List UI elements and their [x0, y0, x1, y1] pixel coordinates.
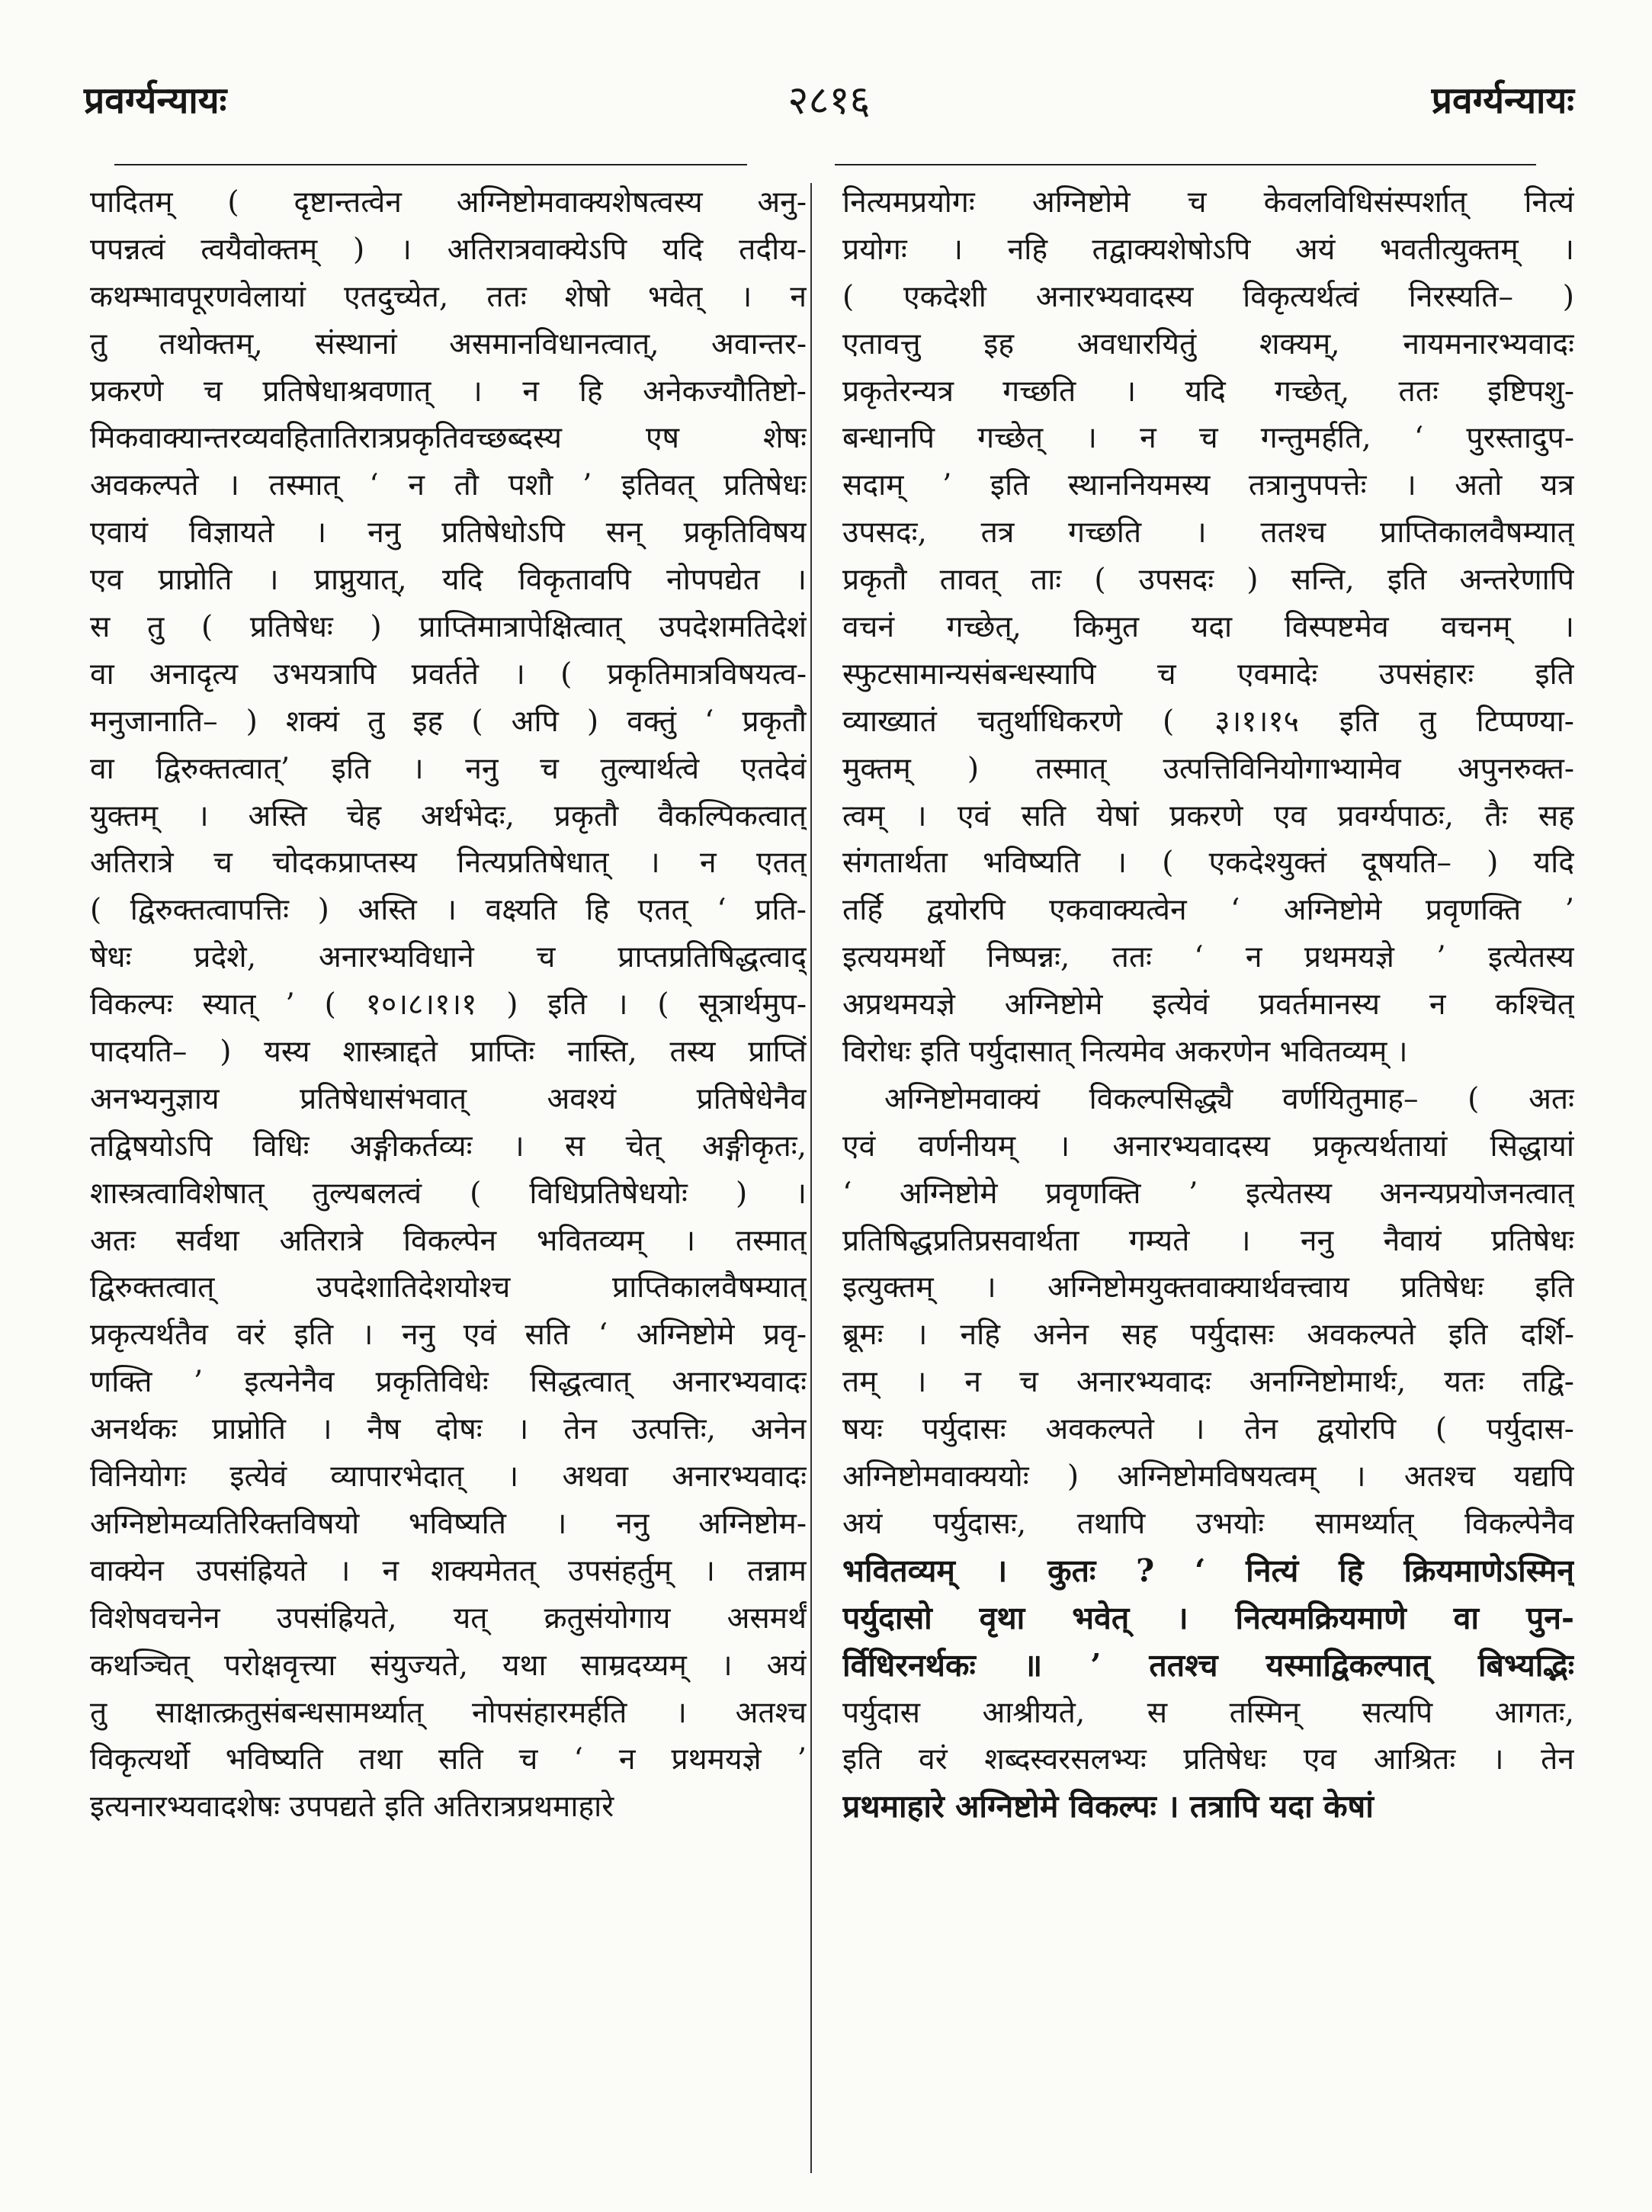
column-divider — [810, 183, 812, 2173]
text-line: पर्युदासो वृथा भवेत् । नित्यमक्रियमाणे वा पुन- — [842, 1599, 1574, 1636]
text-line: प्रकृतौ तावत् ताः ( उपसदः ) सन्ति, इति अन्तरेणापि — [842, 563, 1574, 598]
text-line: युक्तम् । अस्ति चेह अर्थभेदः, प्रकृतौ वैकल्पिकत्वात् — [90, 798, 807, 833]
left-text-column — [90, 179, 807, 1831]
text-line: णक्ति ’ इत्यनेनैव प्रकृतिविधेः सिद्धत्वात् अनारभ्यवादः — [90, 1365, 807, 1400]
text-line: अग्निष्टोमव्यतिरिक्तविषयो भविष्यति । ननु अग्निष्टोम- — [90, 1506, 807, 1541]
text-line: विकल्पः स्यात् ’ ( १०।८।१।१ ) इति । ( सूत्रार्थमुप- — [90, 987, 807, 1023]
text-line: पादयति– ) यस्य शास्त्राद्दते प्राप्तिः नास्ति, तस्य प्राप्तिं — [90, 1035, 807, 1070]
text-line: वचनं गच्छेत्, किमुत यदा विस्पष्टमेव वचनम् । — [842, 610, 1574, 645]
text-line: विनियोगः इत्येवं व्यापारभेदात् । अथवा अनारभ्यवादः — [90, 1459, 807, 1494]
text-line: अतिरात्रे च चोदकप्राप्तस्य नित्यप्रतिषेधात् । न एतत् — [90, 846, 807, 881]
text-line: भवितव्यम् । कुतः ? ‘ नित्यं हि क्रियमाणेऽस्मिन् — [842, 1552, 1574, 1589]
text-line: कथम्भावपूरणवेलायां एतदुच्येत, ततः शेषो भवेत् । न — [90, 279, 807, 314]
text-line: तु साक्षात्क्रतुसंबन्धसामर्थ्यात् नोपसंहारमर्हति । अतश्च — [90, 1695, 807, 1730]
text-line: पादितम् ( दृष्टान्तत्वेन अग्निष्टोमवाक्यशेषत्वस्य अनु- — [90, 185, 807, 220]
text-line: अग्निष्टोमवाक्यं विकल्पसिद्ध्यै वर्णयितुमाह– ( अतः — [884, 1081, 1574, 1116]
text-line: पपन्नत्वं त्वयैवोक्तम् ) । अतिरात्रवाक्येऽपि यदि तदीय- — [90, 232, 807, 267]
text-line: उपसदः, तत्र गच्छति । ततश्च प्राप्तिकालवैषम्यात् — [842, 515, 1574, 551]
text-line: षयः पर्युदासः अवकल्पते । तेन द्वयोरपि ( पर्युदास- — [842, 1412, 1574, 1447]
text-line: त्वम् । एवं सति येषां प्रकरणे एव प्रवर्ग्यपाठः, तैः सह — [842, 798, 1574, 833]
text-line: द्विरुक्तत्वात् उपदेशातिदेशयोश्च प्राप्तिकालवैषम्यात् — [90, 1270, 807, 1305]
text-line: अतः सर्वथा अतिरात्रे विकल्पेन भवितव्यम् । तस्मात् — [90, 1223, 807, 1258]
text-line: विरोधः इति पर्युदासात् नित्यमेव अकरणेन भवितव्यम् । — [842, 1035, 1408, 1070]
text-line: ( द्विरुक्तत्वापत्तिः ) अस्ति । वक्ष्यति हि एतत् ‘ प्रति- — [90, 893, 807, 928]
text-line: बन्धानपि गच्छेत् । न च गन्तुमर्हति, ‘ पुरस्तादुप- — [842, 421, 1574, 456]
text-line: ‘ अग्निष्टोमे प्रवृणक्ति ’ इत्येतस्य अनन्यप्रयोजनत्वात् — [842, 1176, 1574, 1211]
header-rule-right — [835, 164, 1536, 165]
text-line: अयं पर्युदासः, तथापि उभयोः सामर्थ्यात् विकल्पेनैव — [842, 1506, 1574, 1541]
text-line: एवायं विज्ञायते । ननु प्रतिषेधोऽपि सन् प्रकृतिविषय — [90, 515, 807, 551]
text-line: प्रथमाहारे अग्निष्टोमे विकल्पः । तत्रापि यदा केषां — [842, 1788, 1374, 1825]
text-line: अप्रथमयज्ञे अग्निष्टोमे इत्येवं प्रवर्तमानस्य न कश्चित् — [842, 987, 1574, 1023]
page-header — [84, 69, 1574, 137]
text-line: इत्युक्तम् । अग्निष्टोमयुक्तवाक्यार्थवत्त्वाय प्रतिषेधः इति — [842, 1270, 1574, 1305]
text-line: प्रकृतेरन्यत्र गच्छति । यदि गच्छेत्, ततः इष्टिपशु- — [842, 374, 1574, 409]
text-line: ब्रूमः । नहि अनेन सह पर्युदासः अवकल्पते इति दर्शि- — [842, 1318, 1574, 1353]
text-line: विशेषवचनेन उपसंह्रियते, यत् क्रतुसंयोगाय असमर्थं — [90, 1600, 807, 1636]
running-title-left: प्रवर्ग्यन्यायः — [84, 79, 227, 122]
text-line: मुक्तम् ) तस्मात् उत्पत्तिविनियोगाभ्यामेव अपुनरुक्त- — [842, 751, 1574, 786]
text-line: एवं वर्णनीयम् । अनारभ्यवादस्य प्रकृत्यर्थतायां सिद्धायां — [842, 1128, 1574, 1164]
text-line: मिकवाक्यान्तरव्यवहितातिरात्रप्रकृतिवच्छब्दस्य एष शेषः — [90, 421, 807, 456]
text-line: अवकल्पते । तस्मात् ‘ न तौ पशौ ’ इतिवत् प्रतिषेधः — [90, 468, 807, 503]
text-line: प्रतिषिद्धप्रतिप्रसवार्थता गम्यते । ननु नैवायं प्रतिषेधः — [842, 1223, 1574, 1258]
text-line: तर्हि द्वयोरपि एकवाक्यत्वेन ‘ अग्निष्टोमे प्रवृणक्ति ’ — [842, 893, 1574, 928]
text-line: प्रकृत्यर्थतैव वरं इति । ननु एवं सति ‘ अग्निष्टोमे प्रवृ- — [90, 1318, 807, 1353]
text-line: वा द्विरुक्तत्वात्’ इति । ननु च तुल्यार्थत्वे एतदेवं — [90, 751, 807, 786]
text-line: प्रयोगः । नहि तद्वाक्यशेषोऽपि अयं भवतीत्युक्तम् । — [842, 232, 1574, 267]
text-line: अनभ्यनुज्ञाय प्रतिषेधासंभवात् अवश्यं प्रतिषेधेनैव — [90, 1081, 807, 1116]
text-line: नित्यमप्रयोगः अग्निष्टोमे च केवलविधिसंस्पर्शात् नित्यं — [842, 185, 1574, 220]
text-line: तम् । न च अनारभ्यवादः अनग्निष्टोमार्थः, यतः तद्वि- — [842, 1365, 1574, 1400]
text-line: इत्यनारभ्यवादशेषः उपपद्यते इति अतिरात्रप्रथमाहारे — [90, 1790, 614, 1825]
running-title-right: प्रवर्ग्यन्यायः — [1431, 79, 1574, 122]
text-line: अनर्थकः प्राप्नोति । नैष दोषः । तेन उत्पत्तिः, अनेन — [90, 1412, 807, 1447]
text-line: संगतार्थता भविष्यति । ( एकदेश्युक्तं दूषयति– ) यदि — [842, 846, 1574, 881]
text-line: तु तथोक्तम्, संस्थानां असमानविधानत्वात्, अवान्तर- — [90, 326, 807, 361]
text-line: इत्ययमर्थो निष्पन्नः, ततः ‘ न प्रथमयज्ञे ’ इत्येतस्य — [842, 940, 1574, 975]
text-line: इति वरं शब्दस्वरसलभ्यः प्रतिषेधः एव आश्रितः । तेन — [842, 1742, 1574, 1777]
text-line: सदाम् ’ इति स्थाननियमस्य तत्रानुपपत्तेः । अतो यत्र — [842, 468, 1574, 503]
text-line: वा अनादृत्य उभयत्रापि प्रवर्तते । ( प्रकृतिमात्रविषयत्व- — [90, 657, 807, 692]
text-line: प्रकरणे च प्रतिषेधाश्रवणात् । न हि अनेकज्यौतिष्टो- — [90, 374, 807, 409]
text-line: मनुजानाति– ) शक्यं तु इह ( अपि ) वक्तुं ‘ प्रकृतौ — [90, 704, 807, 739]
text-line: वाक्येन उपसंह्रियते । न शक्यमेतत् उपसंहर्तुम् । तन्नाम — [90, 1553, 807, 1588]
text-line: एव प्राप्नोति । प्राप्नुयात्, यदि विकृतावपि नोपपद्येत । — [90, 563, 807, 598]
text-line: ( एकदेशी अनारभ्यवादस्य विकृत्यर्थत्वं निरस्यति– ) — [842, 279, 1574, 314]
text-line: पर्युदास आश्रीयते, स तस्मिन् सत्यपि आगतः, — [842, 1695, 1574, 1730]
text-line: षेधः प्रदेशे, अनारभ्यविधाने च प्राप्तप्रतिषिद्धत्वाद् — [90, 940, 807, 975]
text-line: र्विधिरनर्थकः ॥ ’ ततश्च यस्माद्विकल्पात् बिभ्यद्भिः — [842, 1646, 1574, 1684]
header-rule-left — [114, 164, 747, 165]
page-number: २८१६ — [788, 78, 871, 124]
text-line: स्फुटसामान्यसंबन्धस्यापि च एवमादेः उपसंहारः इति — [842, 657, 1574, 692]
text-line: तद्विषयोऽपि विधिः अङ्गीकर्तव्यः । स चेत् अङ्गीकृतः, — [90, 1128, 807, 1164]
text-line: एतावत्तु इह अवधारयितुं शक्यम्, नायमनारभ्यवादः — [842, 326, 1574, 361]
text-line: शास्त्रत्वाविशेषात् तुल्यबलत्वं ( विधिप्रतिषेधयोः ) । — [90, 1176, 807, 1211]
text-line: विकृत्यर्थो भविष्यति तथा सति च ‘ न प्रथमयज्ञे ’ — [90, 1742, 807, 1777]
text-line: कथञ्चित् परोक्षवृत्त्या संयुज्यते, यथा साम्रदय्यम् । अयं — [90, 1648, 807, 1683]
right-text-column — [842, 179, 1574, 1831]
text-line: व्याख्यातं चतुर्थाधिकरणे ( ३।१।१५ इति तु टिप्पण्या- — [842, 704, 1574, 739]
text-line: स तु ( प्रतिषेधः ) प्राप्तिमात्रापेक्षित्वात् उपदेशमतिदेशं — [90, 610, 807, 645]
text-line: अग्निष्टोमवाक्ययोः ) अग्निष्टोमविषयत्वम् । अतश्च यद्यपि — [842, 1459, 1574, 1494]
